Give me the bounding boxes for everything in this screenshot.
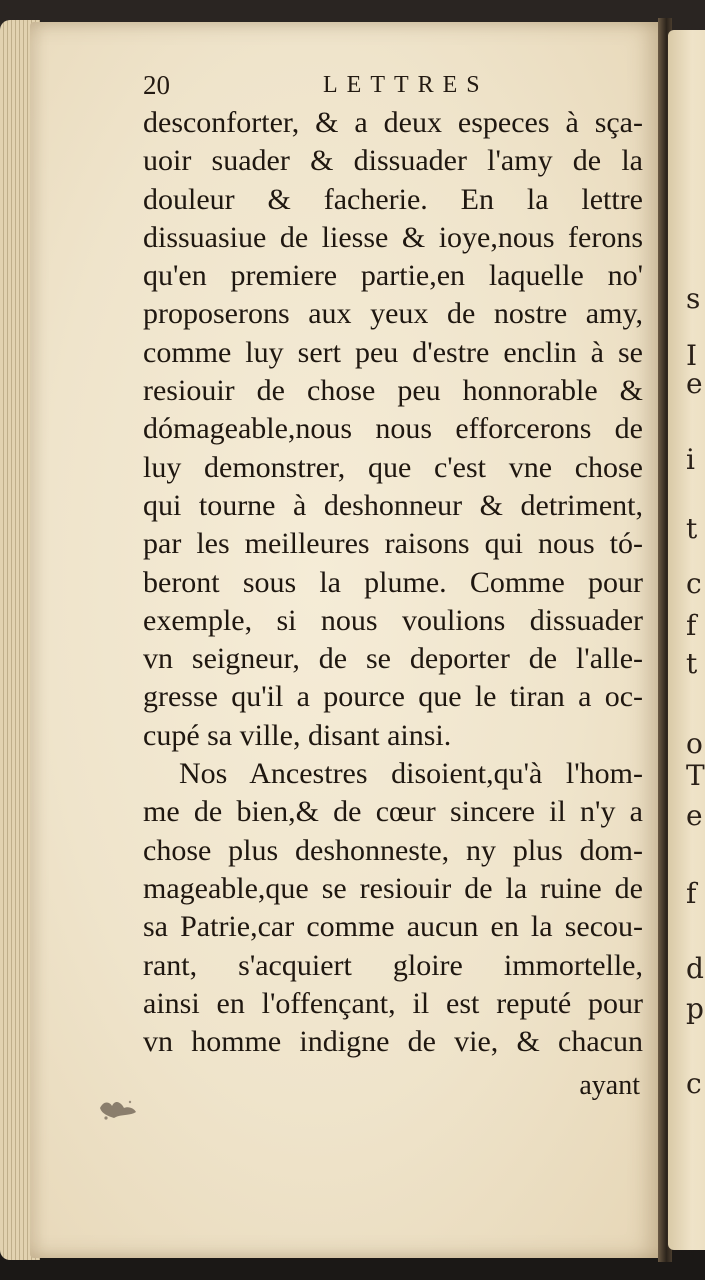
text-line: dissuasiue de liesse & ioye,nous ferons — [143, 220, 643, 254]
text-line: ainsi en l'offençant, il est reputé pour — [143, 986, 643, 1020]
facing-letter: t — [686, 512, 698, 545]
text-line: beront sous la plume. Comme pour — [143, 565, 643, 599]
text-line: dómageable,nous nous efforcerons de — [143, 412, 643, 446]
text-line: chose plus deshonneste, ny plus dom- — [143, 833, 643, 867]
facing-letter: s — [686, 282, 701, 315]
page-header — [143, 70, 643, 102]
text-line: exemple, si nous voulions dissuader — [143, 603, 643, 637]
facing-letter: c — [686, 567, 702, 600]
body-text — [143, 104, 643, 1061]
text-line: gresse qu'il a pource que le tiran a oc- — [143, 680, 643, 714]
text-line: me de bien,& de cœur sincere il n'y a — [143, 795, 643, 829]
text-line: comme luy sert peu d'estre enclin à se — [143, 335, 643, 369]
text-line: mageable,que se resiouir de la ruine de — [143, 871, 643, 905]
text-line: rant, s'acquiert gloire immortelle, — [143, 948, 643, 982]
facing-letter: p — [686, 992, 704, 1025]
page-number: 20 — [143, 70, 170, 100]
facing-page-edge — [668, 30, 705, 1250]
facing-letter: T — [686, 759, 705, 792]
text-line: uoir suader & dissuader l'amy de la — [143, 144, 643, 178]
running-title: LETTRES — [323, 72, 489, 98]
text-line: Nos Ancestres disoient,qu'à l'hom- — [179, 757, 643, 791]
text-line: vn seigneur, de se deporter de l'alle- — [143, 642, 643, 676]
text-line: cupé sa ville, disant ainsi. — [143, 718, 452, 752]
text-line: par les meilleures raisons qui nous tó- — [143, 527, 643, 561]
text-line: proposerons aux yeux de nostre amy, — [143, 297, 643, 331]
text-line: douleur & facherie. En la lettre — [143, 182, 643, 216]
text-line: vn homme indigne de vie, & chacun — [143, 1025, 643, 1059]
text-line: qu'en premiere partie,en laquelle no' — [143, 259, 643, 293]
ink-stain — [96, 1094, 140, 1124]
text-line: luy demonstrer, que c'est vne chose — [143, 450, 643, 484]
facing-letter: e — [686, 799, 703, 832]
text-line: sa Patrie,car comme aucun en la secou- — [143, 910, 643, 944]
facing-letter: I — [686, 339, 698, 372]
facing-letter: e — [686, 367, 703, 400]
facing-letter: t — [686, 647, 698, 680]
facing-letter: f — [686, 609, 697, 642]
facing-letter: i — [686, 443, 695, 476]
facing-letter: c — [686, 1067, 702, 1100]
facing-letter: o — [686, 727, 703, 760]
text-line: desconforter, & a deux especes à sça- — [143, 106, 643, 139]
facing-letter: f — [686, 877, 697, 910]
catchword: ayant — [579, 1070, 640, 1101]
facing-letter: d — [686, 952, 704, 985]
text-line: qui tourne à deshonneur & detriment, — [143, 488, 643, 522]
text-line: resiouir de chose peu honnorable & — [143, 374, 643, 408]
